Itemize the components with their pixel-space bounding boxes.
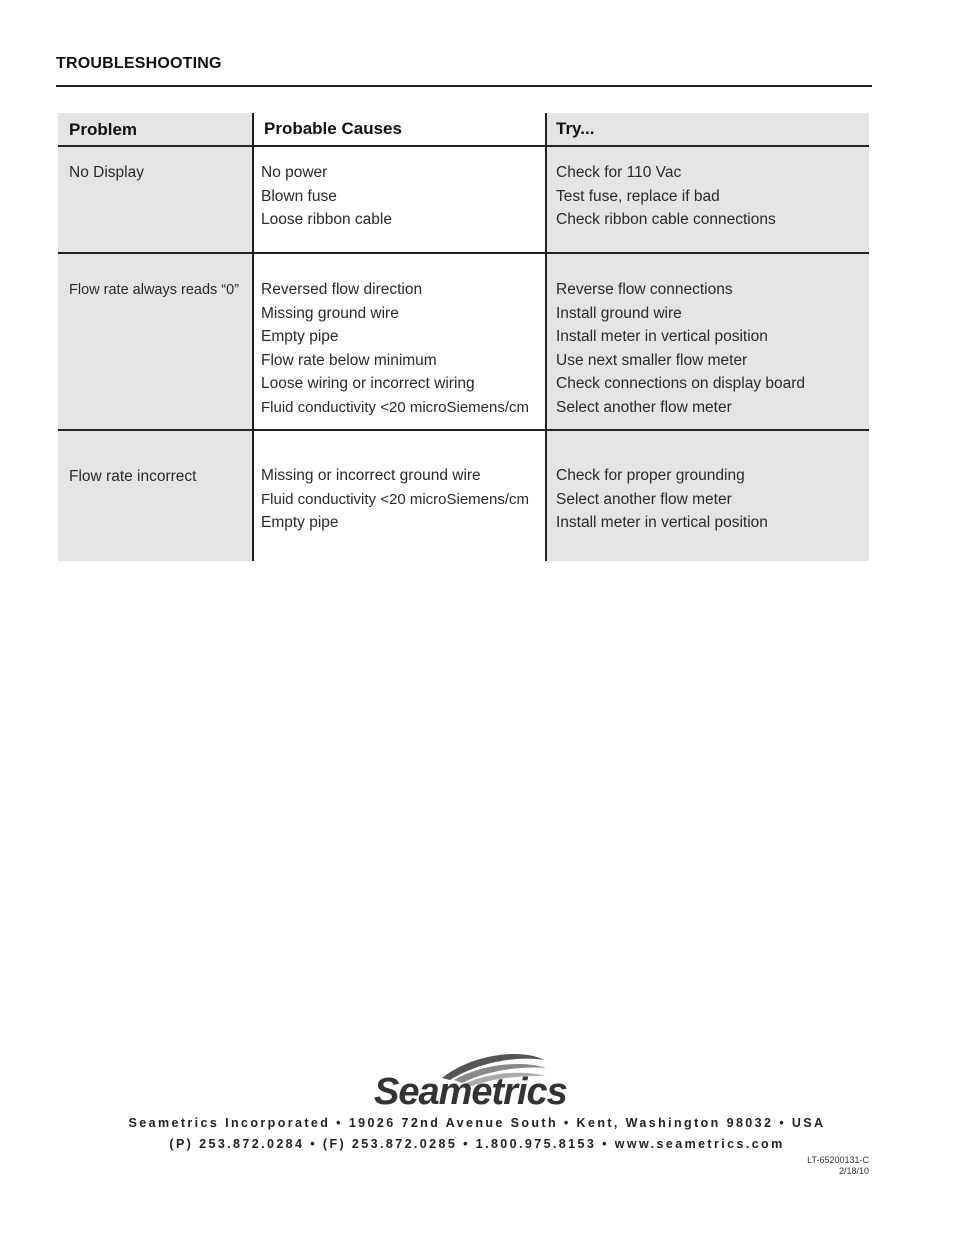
column-divider [545, 113, 547, 561]
table-row-try: Check for proper grounding Select another flow meter Install meter in vertical position [547, 431, 869, 561]
table-row-causes: No power Blown fuse Loose ribbon cable [261, 164, 392, 228]
table-row-causes: Missing or incorrect ground wire Fluid conductivity <20 microSiemens/cm Empty pipe [261, 467, 530, 531]
header-causes: Probable Causes [264, 119, 402, 138]
seametrics-logo [372, 1050, 584, 1110]
row-divider [58, 429, 869, 431]
column-divider [252, 113, 254, 561]
title-rule [56, 85, 872, 87]
row-divider [58, 252, 869, 254]
table-row-try: Check for 110 Vac Test fuse, replace if bad Check ribbon cable connections [547, 147, 869, 253]
logo-swoosh-icon [372, 1050, 584, 1110]
troubleshooting-table [58, 113, 869, 561]
document-number: LT-65200131-C 2/18/10 [807, 1155, 869, 1176]
header-try: Try... [547, 113, 869, 146]
table-row-problem: Flow rate always reads “0” [58, 254, 253, 429]
table-row-try: Reverse flow connections Install ground wire Install meter in vertical position Use next smaller flow meter Check connections on display board Select another flow meter [547, 254, 869, 429]
header-problem: Problem [58, 113, 253, 146]
table-row-problem: No Display [58, 147, 253, 253]
table-row-causes: Reversed flow direction Missing ground wire Empty pipe Flow rate below minimum Loose wiring or incorrect wiring Fluid conductivity <20 microSiemens/cm [261, 281, 530, 416]
section-title: TROUBLESHOOTING [56, 55, 222, 72]
table-row-problem: Flow rate incorrect [58, 431, 253, 561]
svg-text:Seametrics: Seametrics [374, 1071, 567, 1110]
company-address: Seametrics Incorporated • 19026 72nd Avenue South • Kent, Washington 98032 • USA [128, 1116, 826, 1130]
header-rule [58, 145, 869, 147]
company-contact: (P) 253.872.0284 • (F) 253.872.0285 • 1.800.975.8153 • www.seametrics.com [169, 1137, 785, 1151]
